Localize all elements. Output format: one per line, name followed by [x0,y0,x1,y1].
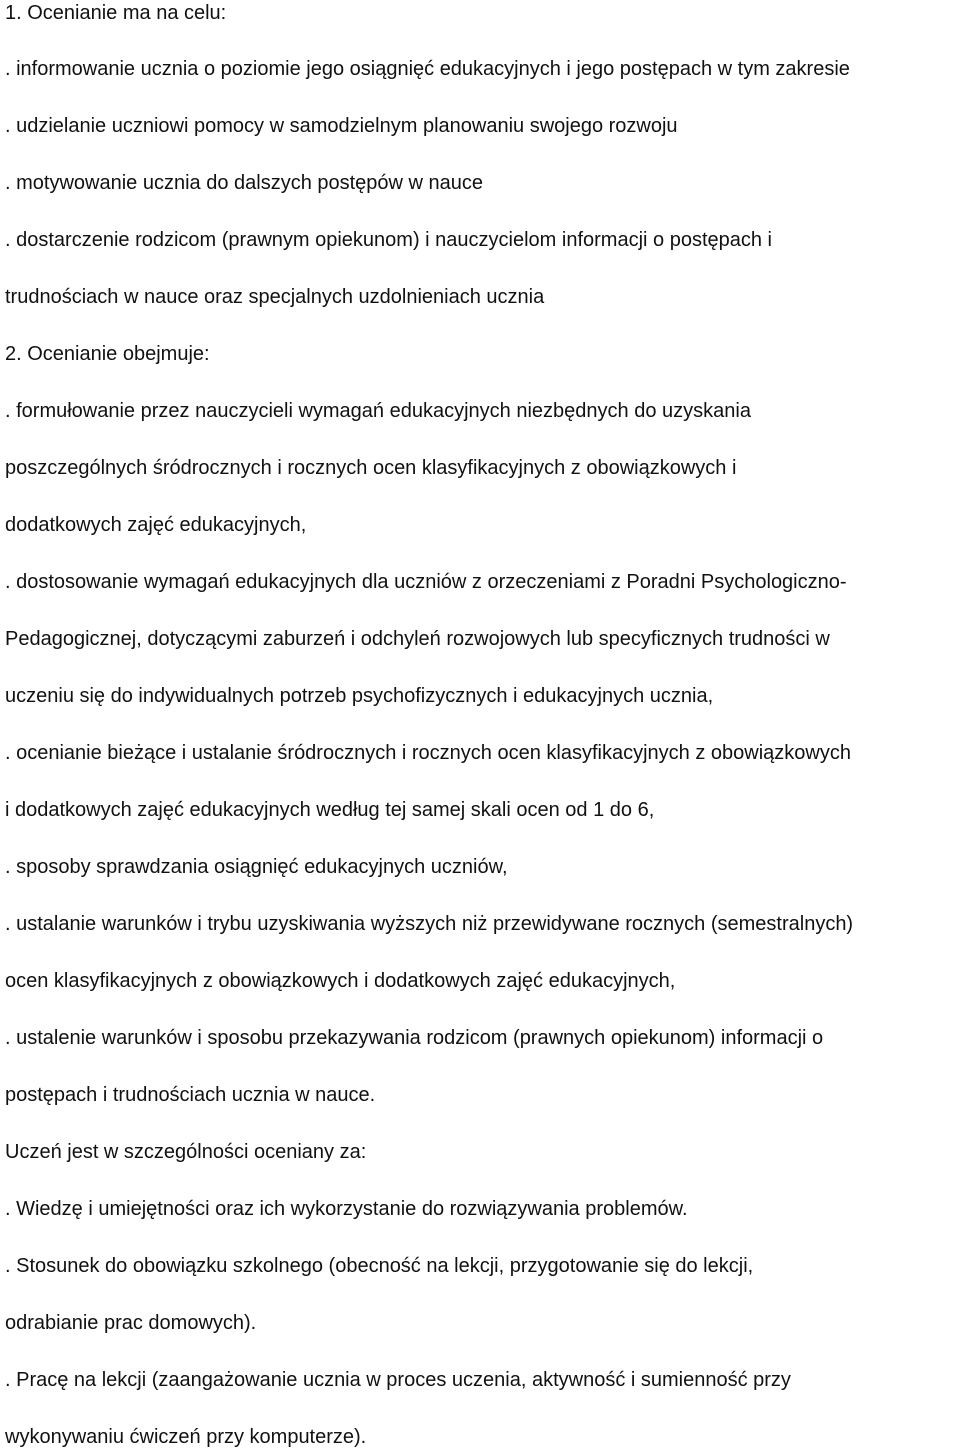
text-line: poszczególnych śródrocznych i rocznych ocen klasyfikacyjnych z obowiązkowych i [5,457,737,479]
text-line: 2. Ocenianie obejmuje: [5,343,210,365]
text-line: dodatkowych zajęć edukacyjnych, [5,514,307,536]
text-line: . Pracę na lekcji (zaangażowanie ucznia w proces uczenia, aktywność i sumienność przy [5,1369,791,1391]
text-line: . udzielanie uczniowi pomocy w samodzielnym planowaniu swojego rozwoju [5,115,678,137]
text-line: uczeniu się do indywidualnych potrzeb psychofizycznych i edukacyjnych ucznia, [5,685,714,707]
text-line: Uczeń jest w szczególności oceniany za: [5,1141,367,1163]
text-line: 1. Ocenianie ma na celu: [5,2,227,24]
text-line: . informowanie ucznia o poziomie jego osiągnięć edukacyjnych i jego postępach w tym zakresie [5,58,850,80]
text-line: . Wiedzę i umiejętności oraz ich wykorzystanie do rozwiązywania problemów. [5,1198,688,1220]
text-line: trudnościach w nauce oraz specjalnych uzdolnieniach ucznia [5,286,545,308]
text-line: . dostarczenie rodzicom (prawnym opiekunom) i nauczycielom informacji o postępach i [5,229,772,251]
text-line: . dostosowanie wymagań edukacyjnych dla uczniów z orzeczeniami z Poradni Psychologiczno- [5,571,847,593]
text-line: i dodatkowych zajęć edukacyjnych według tej samej skali ocen od 1 do 6, [5,799,655,821]
text-line: . sposoby sprawdzania osiągnięć edukacyjnych uczniów, [5,856,508,878]
text-line: . Stosunek do obowiązku szkolnego (obecność na lekcji, przygotowanie się do lekcji, [5,1255,754,1277]
text-line: odrabianie prac domowych). [5,1312,257,1334]
text-line: . ocenianie bieżące i ustalanie śródrocznych i rocznych ocen klasyfikacyjnych z obowiązkowych [5,742,851,764]
text-line: . ustalanie warunków i trybu uzyskiwania wyższych niż przewidywane rocznych (semestralnych) [5,913,854,935]
text-line: . ustalenie warunków i sposobu przekazywania rodzicom (prawnych opiekunom) informacji o [5,1027,824,1049]
text-line: postępach i trudnościach ucznia w nauce. [5,1084,376,1106]
text-line: . motywowanie ucznia do dalszych postępów w nauce [5,172,484,194]
text-line: wykonywaniu ćwiczeń przy komputerze). [5,1426,367,1448]
text-line: ocen klasyfikacyjnych z obowiązkowych i dodatkowych zajęć edukacyjnych, [5,970,676,992]
text-line: Pedagogicznej, dotyczącymi zaburzeń i odchyleń rozwojowych lub specyficznych trudności w [5,628,830,650]
text-line: . formułowanie przez nauczycieli wymagań edukacyjnych niezbędnych do uzyskania [5,400,751,422]
